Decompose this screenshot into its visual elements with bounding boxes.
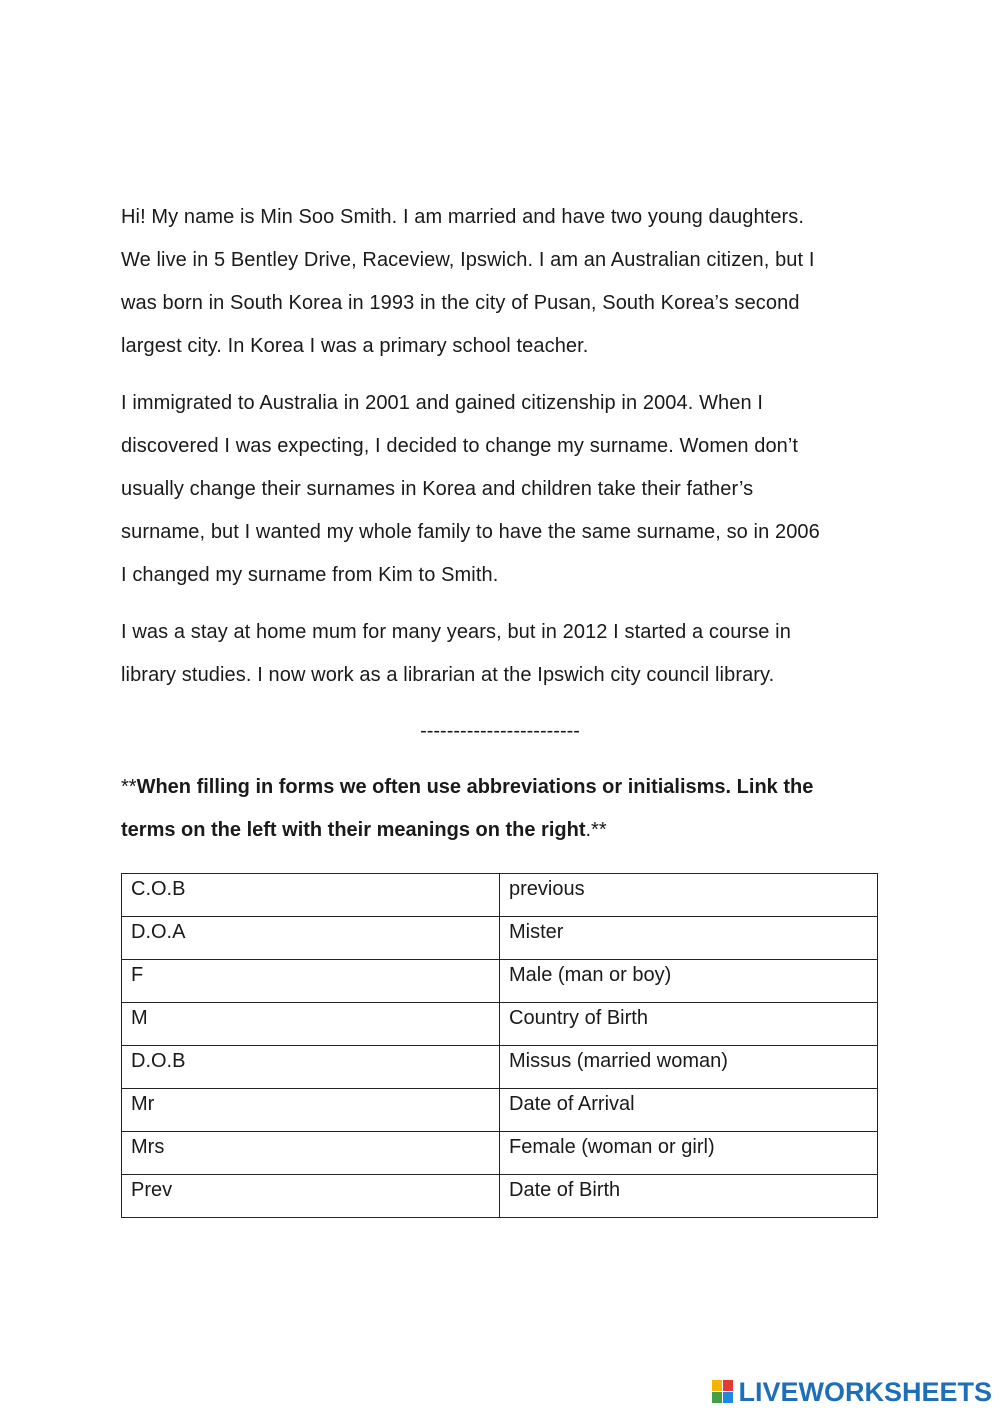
meaning-cell[interactable]: Female (woman or girl) [500, 1132, 878, 1175]
passage-paragraph-2 [121, 382, 881, 597]
passage-line: I immigrated to Australia in 2001 and gained citizenship in 2004. When I [121, 392, 764, 414]
table-row [122, 1003, 878, 1046]
term-cell[interactable]: F [122, 960, 500, 1003]
table-row [122, 874, 878, 917]
term-cell[interactable]: Mrs [122, 1132, 500, 1175]
table-row [122, 1089, 878, 1132]
meaning-cell[interactable]: Country of Birth [500, 1003, 878, 1046]
passage-paragraph-1 [121, 196, 881, 368]
meaning-cell[interactable]: Missus (married woman) [500, 1046, 878, 1089]
instruction-bold-1: When filling in forms we often use abbreviations or initialisms. Link the [136, 776, 814, 798]
logo-text: LIVEWORKSHEETS [738, 1376, 992, 1407]
table-row [122, 1132, 878, 1175]
exercise-instruction [121, 766, 881, 852]
passage-line: was born in South Korea in 1993 in the city of Pusan, South Korea’s second [121, 292, 800, 314]
passage-line: I was a stay at home mum for many years, but in 2012 I started a course in [121, 621, 791, 643]
terms-matching-table [121, 873, 878, 1218]
meaning-cell[interactable]: Male (man or boy) [500, 960, 878, 1003]
instruction-line-2 [121, 809, 881, 852]
instruction-bold-2: terms on the left with their meanings on the right [121, 819, 586, 841]
meaning-cell[interactable]: previous [500, 874, 878, 917]
liveworksheets-logo[interactable] [712, 1377, 992, 1407]
meaning-cell[interactable]: Mister [500, 917, 878, 960]
term-cell[interactable]: Mr [122, 1089, 500, 1132]
passage-line: discovered I was expecting, I decided to change my surname. Women don’t [121, 435, 799, 457]
passage-line: usually change their surnames in Korea and children take their father’s [121, 478, 754, 500]
passage-line: Hi! My name is Min Soo Smith. I am married and have two young daughters. [121, 206, 805, 228]
term-cell[interactable]: C.O.B [122, 874, 500, 917]
instruction-line-1 [121, 766, 881, 809]
liveworksheets-logo-icon [712, 1380, 734, 1404]
table-row [122, 917, 878, 960]
passage-line: largest city. In Korea I was a primary school teacher. [121, 335, 589, 357]
passage-paragraph-3 [121, 611, 881, 697]
table-row [122, 960, 878, 1003]
instruction-suffix: .** [585, 819, 607, 841]
term-cell[interactable]: M [122, 1003, 500, 1046]
table-row [122, 1046, 878, 1089]
passage-line: I changed my surname from Kim to Smith. [121, 564, 499, 586]
section-separator: ------------------------ [420, 720, 580, 742]
term-cell[interactable]: D.O.A [122, 917, 500, 960]
meaning-cell[interactable]: Date of Arrival [500, 1089, 878, 1132]
meaning-cell[interactable]: Date of Birth [500, 1175, 878, 1218]
term-cell[interactable]: D.O.B [122, 1046, 500, 1089]
passage-line: library studies. I now work as a librarian at the Ipswich city council library. [121, 664, 775, 686]
table-row [122, 1175, 878, 1218]
term-cell[interactable]: Prev [122, 1175, 500, 1218]
passage-line: We live in 5 Bentley Drive, Raceview, Ipswich. I am an Australian citizen, but I [121, 249, 815, 271]
passage-line: surname, but I wanted my whole family to have the same surname, so in 2006 [121, 521, 820, 543]
instruction-prefix: ** [121, 776, 137, 798]
